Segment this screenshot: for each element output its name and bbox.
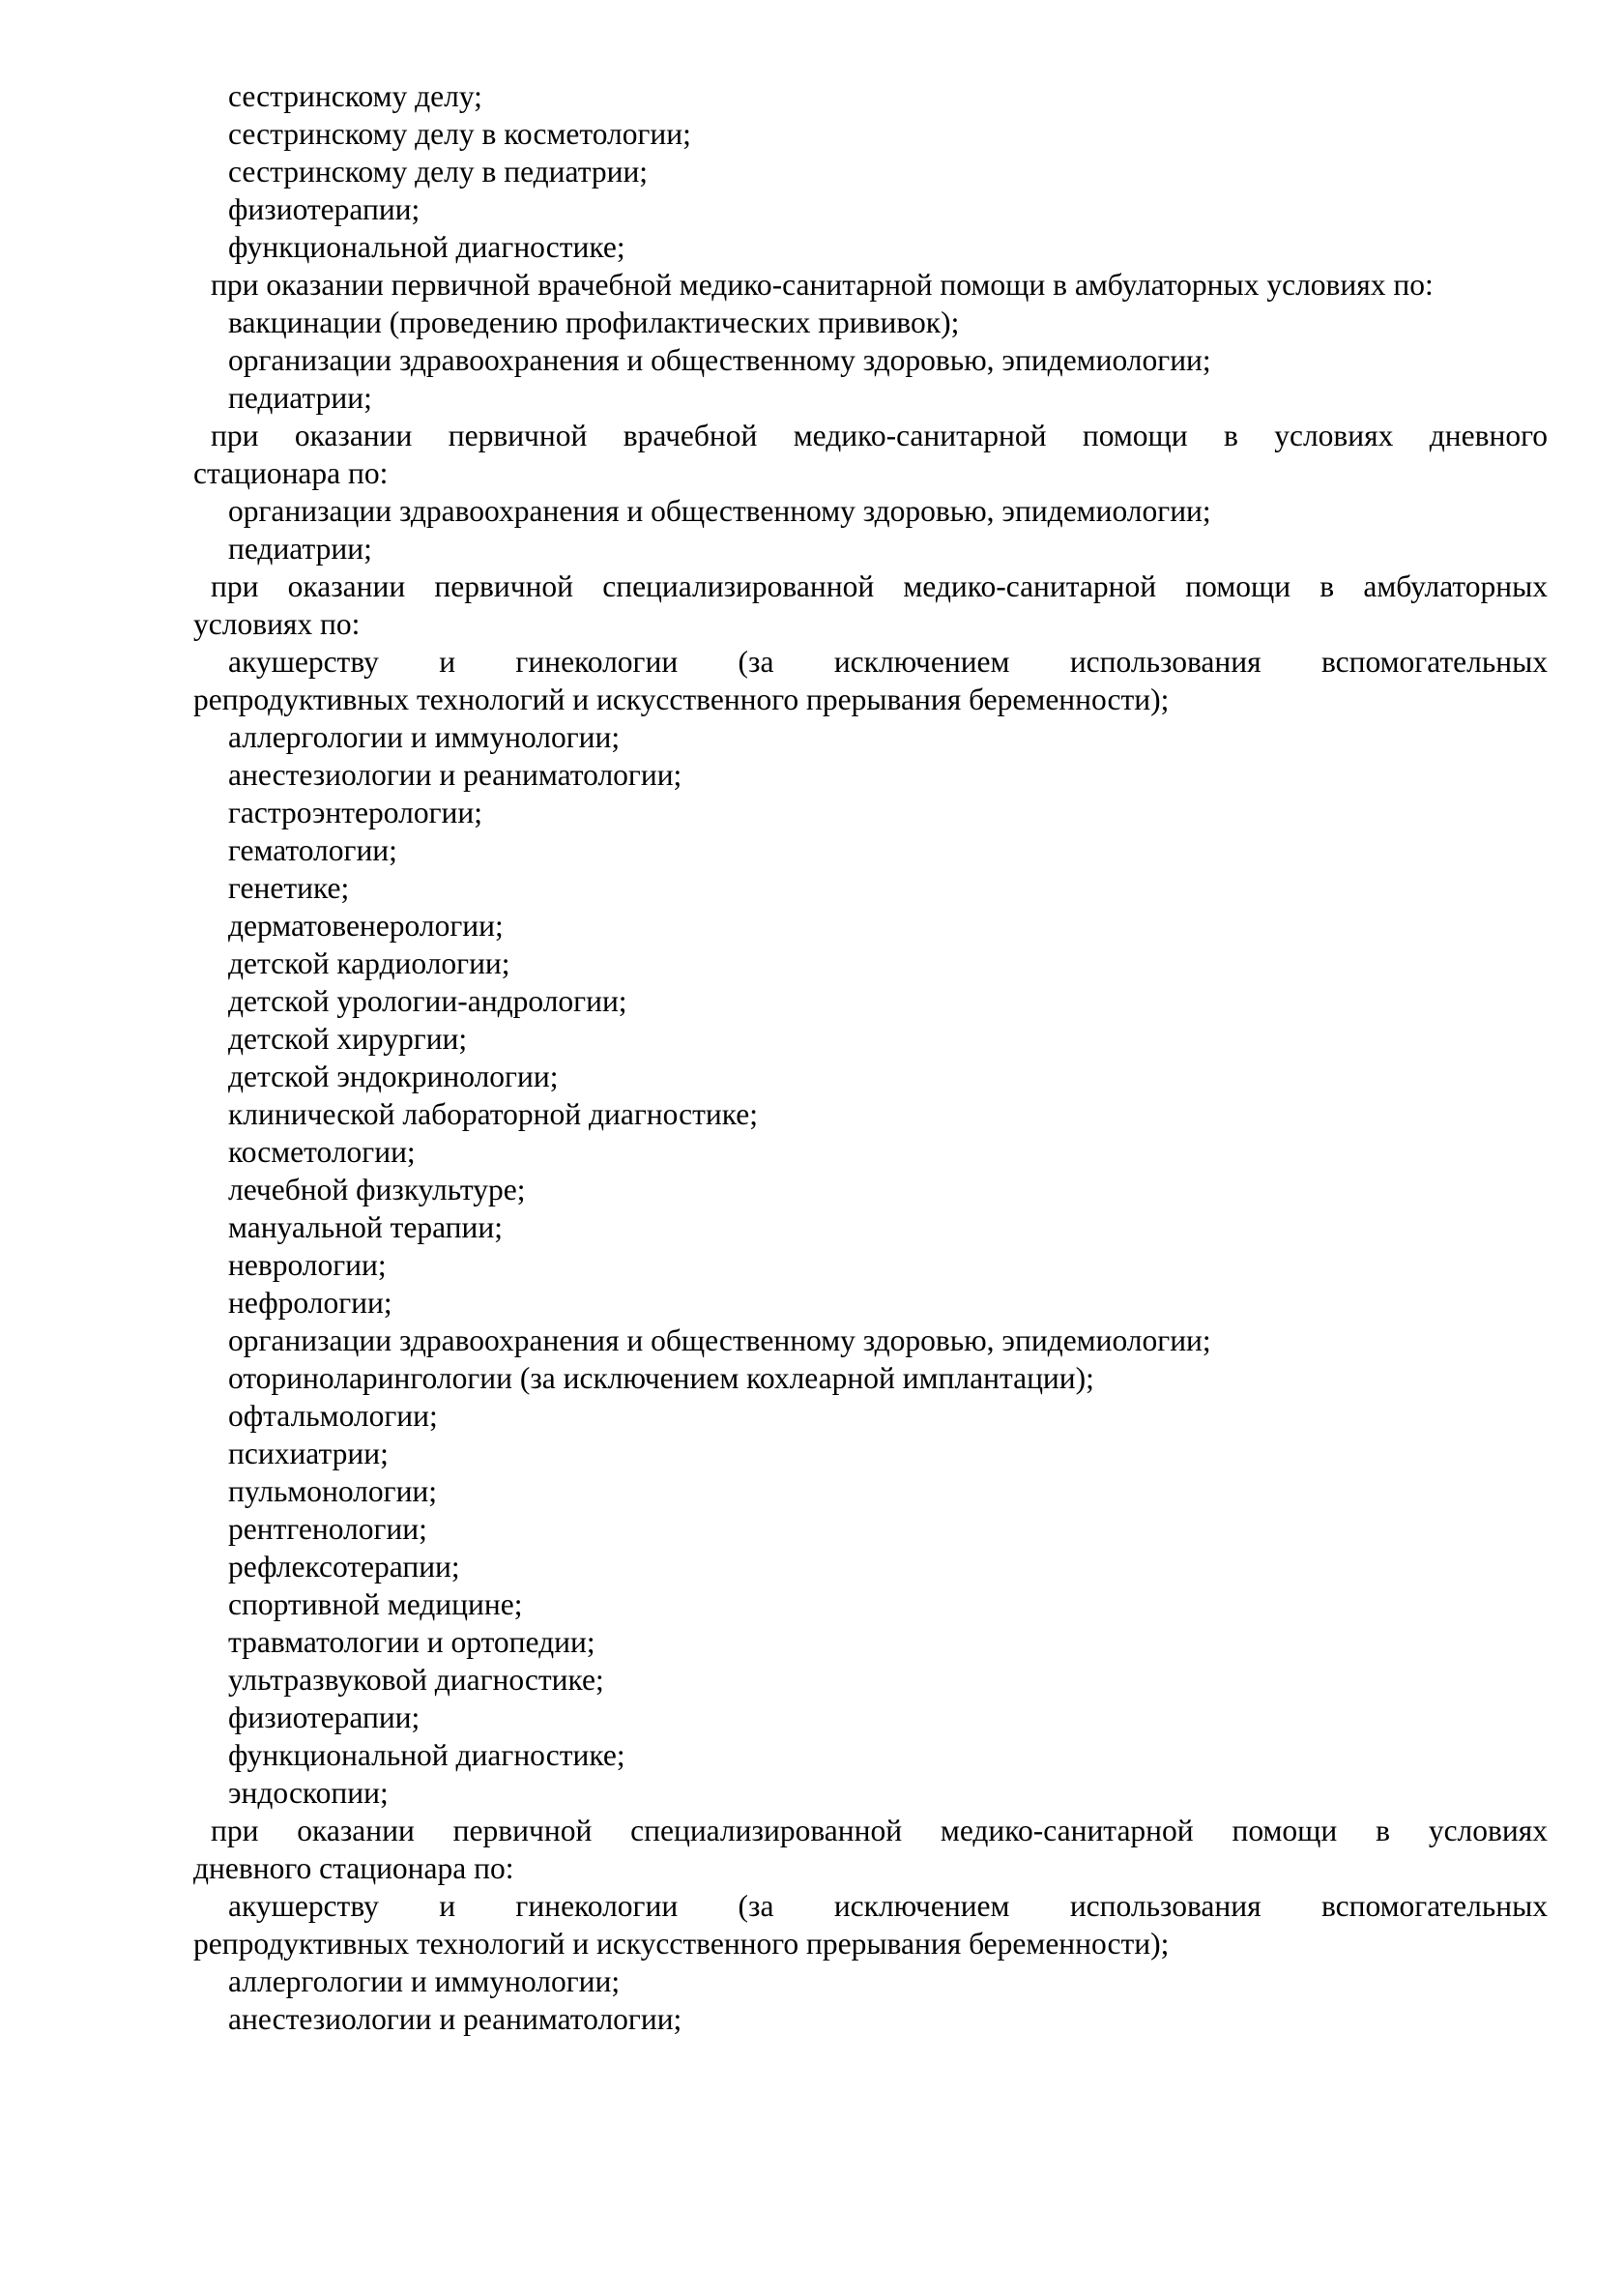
text-line: оториноларингологии (за исключением кохлеарной имплантации); <box>228 1361 1094 1395</box>
text-line: при оказании первичной специализированной медико-санитарной помощи в амбулаторных <box>211 569 1548 603</box>
text-line: неврологии; <box>228 1248 387 1282</box>
text-line: клинической лабораторной диагностике; <box>228 1097 758 1131</box>
text-line: рефлексотерапии; <box>228 1550 460 1584</box>
text-line: эндоскопии; <box>228 1776 389 1810</box>
text-line: организации здравоохранения и общественному здоровью, эпидемиологии; <box>228 1323 1211 1357</box>
text-line: при оказании первичной врачебной медико-санитарной помощи в условиях дневного <box>211 419 1548 452</box>
text-line: гематологии; <box>228 833 397 867</box>
text-line: анестезиологии и реаниматологии; <box>228 2002 682 2036</box>
text-line: генетике; <box>228 871 350 905</box>
text-line: аллергологии и иммунологии; <box>228 720 621 754</box>
text-line: репродуктивных технологий и искусственного прерывания беременности); <box>193 1927 1170 1961</box>
document-page <box>193 77 1548 2038</box>
text-line: организации здравоохранения и общественному здоровью, эпидемиологии; <box>228 494 1211 528</box>
text-line: вакцинации (проведению профилактических прививок); <box>228 305 960 339</box>
text-line: функциональной диагностике; <box>228 1738 625 1772</box>
text-line: стационара по: <box>193 456 389 490</box>
text-line: ультразвуковой диагностике; <box>228 1663 604 1697</box>
text-line: акушерству и гинекологии (за исключением использования вспомогательных <box>228 645 1548 679</box>
text-line: мануальной терапии; <box>228 1210 503 1244</box>
text-line: лечебной физкультуре; <box>228 1173 526 1206</box>
text-line: гастроэнтерологии; <box>228 796 482 829</box>
text-line: при оказании первичной врачебной медико-санитарной помощи в амбулаторных условиях по: <box>211 268 1434 302</box>
text-line: нефрологии; <box>228 1286 392 1320</box>
text-line: психиатрии; <box>228 1437 389 1470</box>
text-line: детской хирургии; <box>228 1022 468 1056</box>
text-line: пульмонологии; <box>228 1474 438 1508</box>
text-line: спортивной медицине; <box>228 1587 523 1621</box>
text-line: педиатрии; <box>228 381 372 415</box>
text-line: офтальмологии; <box>228 1399 438 1433</box>
text-line: детской эндокринологии; <box>228 1060 559 1093</box>
text-line: условиях по: <box>193 607 361 641</box>
text-line: физиотерапии; <box>228 192 420 226</box>
text-line: функциональной диагностике; <box>228 230 625 264</box>
text-line: травматологии и ортопедии; <box>228 1625 595 1659</box>
text-line: анестезиологии и реаниматологии; <box>228 758 682 792</box>
text-line: сестринскому делу; <box>228 79 482 113</box>
text-line: педиатрии; <box>228 532 372 566</box>
text-line: детской урологии-андрологии; <box>228 984 627 1018</box>
text-line: рентгенологии; <box>228 1512 427 1546</box>
text-line: аллергологии и иммунологии; <box>228 1964 621 1998</box>
text-line: при оказании первичной специализированной медико-санитарной помощи в условиях <box>211 1814 1548 1847</box>
text-line: дневного стационара по: <box>193 1851 514 1885</box>
text-line: репродуктивных технологий и искусственного прерывания беременности); <box>193 683 1170 716</box>
text-line: организации здравоохранения и общественному здоровью, эпидемиологии; <box>228 343 1211 377</box>
text-line: детской кардиологии; <box>228 946 510 980</box>
text-line: сестринскому делу в косметологии; <box>228 117 691 151</box>
text-line: физиотерапии; <box>228 1700 420 1734</box>
text-line: сестринскому делу в педиатрии; <box>228 155 649 189</box>
text-line: косметологии; <box>228 1135 416 1169</box>
text-line: акушерству и гинекологии (за исключением использования вспомогательных <box>228 1889 1548 1923</box>
text-line: дерматовенерологии; <box>228 909 504 943</box>
